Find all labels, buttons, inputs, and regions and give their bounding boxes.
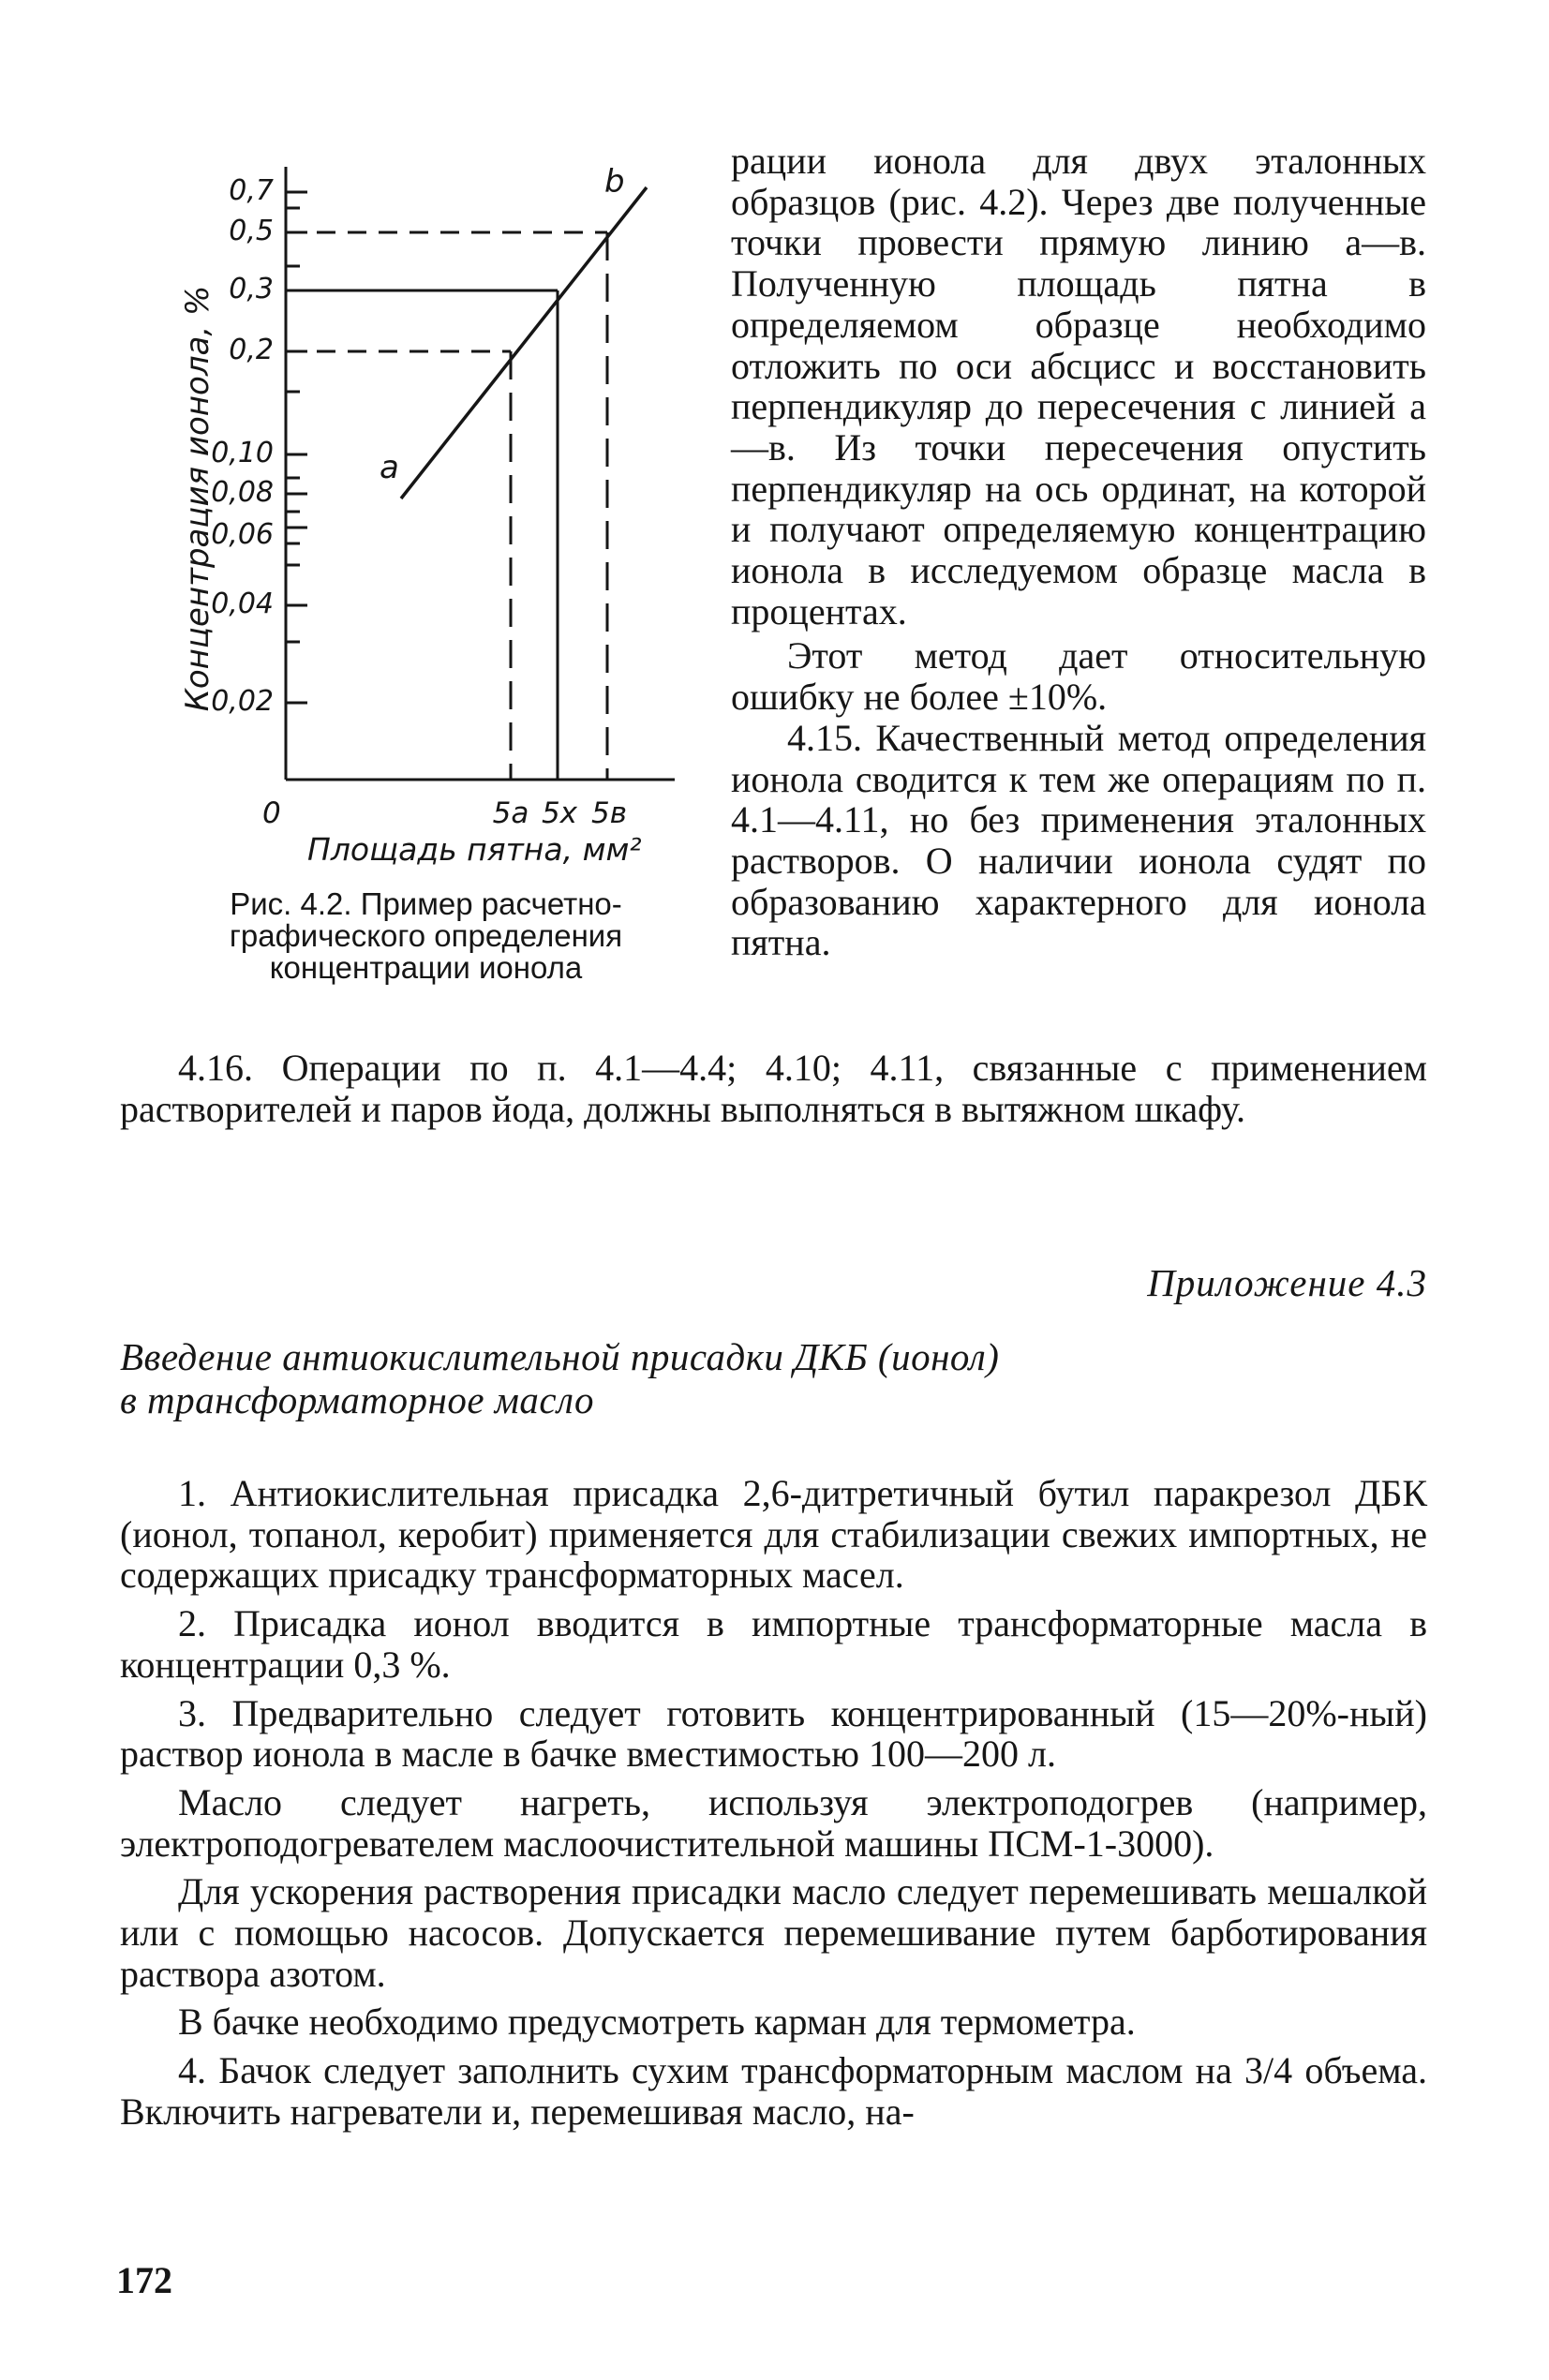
appendix-paragraph-4: 4. Бачок следует заполнить сухим трансформаторным маслом на 3/4 объема. Включить нагреватели и, перемешивая масло, на-: [120, 2049, 1427, 2133]
appendix-paragraph-mixing: Для ускорения растворения присадки масло следует перемешивать мешалкой или с помощью насосов. Допускается перемешивание путем барботирования раствора азотом.: [120, 1870, 1427, 1995]
appendix-paragraph-3: 3. Предварительно следует готовить концентрированный (15—20%-ный) раствор ионола в масле в бачке вместимостью 100—200 л.: [120, 1691, 1427, 1776]
paragraph-4-15: 4.15. Качественный метод определения ионола сводится к тем же операциям по п. 4.1—4.11, но без применения эталонных растворов. О наличии ионола судят по образованию характерного для ионола пятна.: [731, 716, 1426, 964]
y-tick-label: 0,10: [211, 437, 274, 469]
paragraph-4-16-block: [120, 1048, 1427, 1129]
paragraph-4-16: 4.16. Операции по п. 4.1—4.4; 4.10; 4.11, связанные с применением растворителей и паров йода, должны выполняться в вытяжном шкафу.: [120, 1047, 1427, 1130]
paragraph-error: Этот метод дает относительную ошибку не более ±10%.: [731, 634, 1426, 719]
y-tick-label: 0,08: [211, 476, 274, 509]
line-label-a: а: [380, 449, 399, 486]
appendix-paragraph-heating: Масло следует нагреть, используя электроподогрев (например, электроподогревателем маслоочистительной машины ПСМ-1-3000).: [120, 1780, 1427, 1865]
y-tick-label: 0,3: [229, 273, 274, 305]
appendix-title: [120, 1335, 1244, 1421]
x-tick-label: 5в: [591, 796, 627, 830]
right-column-text: [731, 141, 1426, 963]
appendix-title-line-1: Введение антиокислительной присадки ДКБ (ионол): [120, 1335, 1000, 1378]
line-label-b: b: [604, 163, 625, 201]
y-axis-label: Концентрация ионола, %: [179, 285, 216, 712]
appendix-paragraph-thermometer: В бачке необходимо предусмотреть карман для термометра.: [178, 2001, 1136, 2044]
appendix-body: [120, 1473, 1427, 2133]
page-number: 172: [116, 2259, 172, 2301]
appendix-paragraph-2: 2. Присадка ионол вводится в импортные трансформаторные масла в концентрации 0,3 %.: [120, 1602, 1427, 1686]
y-tick-label: 0,2: [229, 334, 274, 366]
appendix-paragraph-1: 1. Антиокислительная присадка 2,6-дитретичный бутил паракрезол ДБК (ионол, топанол, керобит) применяется для стабилизации свежих импортных, не содержащих присадку трансформаторных масел.: [120, 1472, 1427, 1597]
y-axis-ticks: [286, 192, 307, 703]
x-tick-label: 5а: [492, 796, 529, 830]
appendix-label: Приложение 4.3: [1147, 1261, 1427, 1304]
figure-4-2-chart: [0, 0, 712, 881]
figure-caption: Рис. 4.2. Пример расчетно-графического определения концентрации ионола: [229, 886, 623, 985]
y-tick-label: 0,7: [229, 174, 274, 207]
y-tick-label: 0,04: [211, 588, 274, 620]
x-axis-label: Площадь пятна, мм²: [307, 831, 642, 868]
y-tick-label: 0,02: [211, 685, 274, 718]
calibration-line-ab: [401, 187, 647, 498]
paragraph-continuation: рации ионола для двух эталонных образцов (рис. 4.2). Через две полученные точки провести прямую линию а—в. Полученную площадь пятна в определяемом образце необходимо отложить по оси абсцисс и восстановить перпендикуляр до пересечения с линией а—в. Из точки пересечения опустить перпендикуляр на ось ординат, на которой и получают определяемую концентрацию ионола в исследуемом образце масла в процентах.: [731, 140, 1426, 632]
x-tick-label: 5х: [541, 796, 578, 830]
y-tick-label: 0,5: [229, 215, 274, 247]
y-tick-label: 0,06: [211, 518, 274, 551]
appendix-title-line-2: в трансформаторное масло: [120, 1378, 595, 1421]
x-origin-label: 0: [262, 796, 281, 830]
